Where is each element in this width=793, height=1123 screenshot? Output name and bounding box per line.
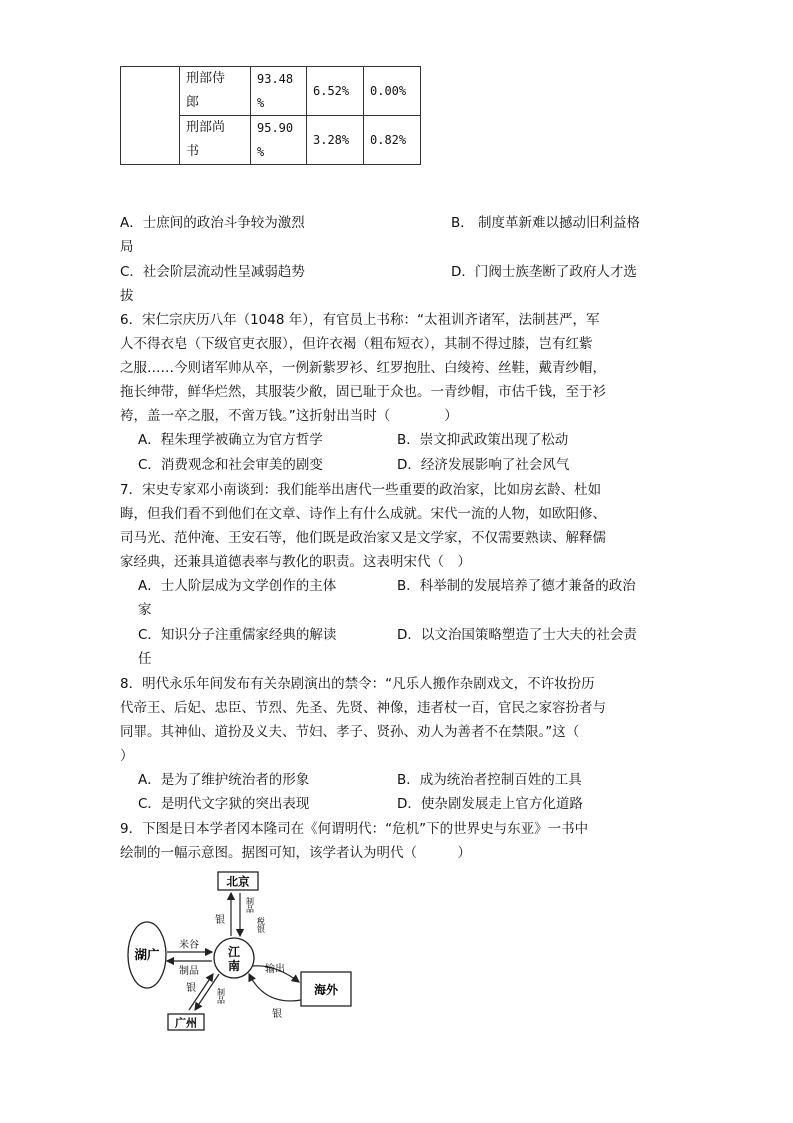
q6-option-b: B．崇文抑武政策出现了松动 [397, 432, 569, 448]
q7-stem-line: 司马光、范仲淹、王安石等，他们既是政治家又是文学家，不仅需要熟读、解释儒 [120, 530, 606, 546]
q7-option-d-cont: 任 [138, 651, 152, 667]
label-export: 输出 [265, 964, 285, 975]
q5-option-d: D．门阀士族垄断了政府人才选 [451, 264, 637, 280]
q7-option-c: C．知识分子注重儒家经典的解读 [138, 627, 337, 643]
haiwai-node [301, 972, 351, 1006]
guangzhou-node [168, 1014, 204, 1030]
q5-option-c: C．社会阶层流动性呈减弱趋势 [120, 264, 305, 280]
q6-stem-line: 拖长绅带，鲜华烂然，其服装少敝，固已耻于众也。一青纱帽，市估千钱，至于衫 [120, 384, 606, 400]
q6-option-a: A．程朱理学被确立为官方哲学 [138, 432, 323, 448]
q8-option-c: C．是明代文字狱的突出表现 [138, 796, 310, 812]
svg-text:南: 南 [227, 959, 241, 973]
table-row [121, 67, 421, 116]
q6-option-d: D．经济发展影响了社会风气 [397, 457, 570, 473]
q8-option-b: B．成为统治者控制百姓的工具 [397, 772, 582, 788]
q7-stem-line: 家经典，还兼具道德表率与教化的职责。这表明宋代（ ） [120, 554, 471, 570]
q7-option-b: B．科举制的发展培养了德才兼备的政治 [397, 578, 636, 594]
table-cell-blank [121, 67, 180, 165]
trade-flow-diagram [125, 868, 375, 1038]
data-table [120, 66, 421, 165]
q7-option-b-cont: 家 [138, 602, 152, 618]
table-cell-value: 6.52% [307, 67, 364, 116]
table-cell-value: 93.48 % [251, 67, 307, 116]
table-cell-title: 刑部尚 书 [180, 116, 251, 165]
q5-option-b: B． 制度革新难以撼动旧利益格 [451, 215, 641, 231]
q5-option-d-cont: 拔 [120, 288, 134, 304]
q8-stem-line: 8．明代永乐年间发布有关杂剧演出的禁令：“凡乐人搬作杂剧戏文，不许妆扮历 [120, 676, 595, 692]
q6-option-c: C．消费观念和社会审美的剧变 [138, 457, 323, 473]
beijing-node [218, 872, 258, 890]
q7-option-a: A．士人阶层成为文学创作的主体 [138, 578, 337, 594]
label-goods: 制品 [216, 988, 226, 1004]
svg-text:江: 江 [227, 945, 241, 959]
svg-text:湖广: 湖广 [134, 947, 160, 962]
q7-stem-line: 7．宋史专家邓小南谈到：我们能举出唐代一些重要的政治家，比如房玄龄、杜如 [120, 482, 602, 498]
q7-option-d: D．以文治国策略塑造了士大夫的社会责 [397, 627, 637, 643]
q6-stem-line: 袴，盖一卒之服，不啻万钱。”这折射出当时（ ） [120, 408, 458, 424]
q6-stem-line: 之服……今则诸军帅从卒，一例新紫罗衫、红罗抱肚、白绫袴、丝鞋，戴青纱帽， [120, 360, 606, 376]
q8-stem-line: 代帝王、后妃、忠臣、节烈、先圣、先贤、神像，违者杖一百，官民之家容扮者与 [120, 700, 606, 716]
huguang-node [128, 922, 166, 988]
q8-option-d: D．使杂剧发展走上官方化道路 [397, 796, 583, 812]
q8-option-a: A．是为了维护统治者的形象 [138, 772, 310, 788]
q5-option-a: A．士庶间的政治斗争较为激烈 [120, 215, 305, 231]
table-cell-title: 刑部侍 郎 [180, 67, 251, 116]
q7-stem-line: 晦，但我们看不到他们在文章、诗作上有什么成就。宋代一流的人物，如欧阳修、 [120, 506, 606, 522]
label-silver: 银 [186, 983, 196, 994]
q8-stem-line: 同罪。其神仙、道扮及义夫、节妇、孝子、贤孙、劝人为善者不在禁限。”这（ [120, 724, 580, 740]
label-tax-silver: 税银 [256, 917, 266, 933]
table-cell-value: 0.00% [364, 67, 421, 116]
q9-stem-line: 9．下图是日本学者冈本隆司在《何谓明代：“危机”下的世界史与东亚》一书中 [120, 821, 589, 837]
arrow-goods-to-guangzhou [195, 974, 219, 1010]
svg-text:广州: 广州 [175, 1016, 197, 1030]
svg-text:海外: 海外 [313, 983, 339, 997]
table-cell-value: 0.82% [364, 116, 421, 165]
svg-text:北京: 北京 [226, 874, 250, 889]
label-silver: 银 [272, 1009, 282, 1020]
label-goods: 制品 [245, 897, 255, 913]
q8-stem-line: ） [120, 748, 134, 764]
jiangnan-node [214, 938, 254, 978]
q6-stem-line: 人不得衣皂（下级官吏衣服），但许衣褐（粗布短衣），其制不得过膝，岂有红紫 [120, 336, 593, 352]
table-cell-value: 3.28% [307, 116, 364, 165]
q5-option-b-cont: 局 [120, 239, 134, 255]
label-goods: 制品 [179, 966, 199, 977]
q6-stem-line: 6．宋仁宗庆历八年（1048 年），有官员上书称：“太祖训齐诸军，法制甚严，军 [120, 312, 600, 328]
label-rice: 米谷 [179, 940, 199, 951]
table-cell-value: 95.90 % [251, 116, 307, 165]
q9-stem-line: 绘制的一幅示意图。据图可知，该学者认为明代（ ） [120, 845, 471, 861]
label-silver: 银 [215, 915, 225, 926]
